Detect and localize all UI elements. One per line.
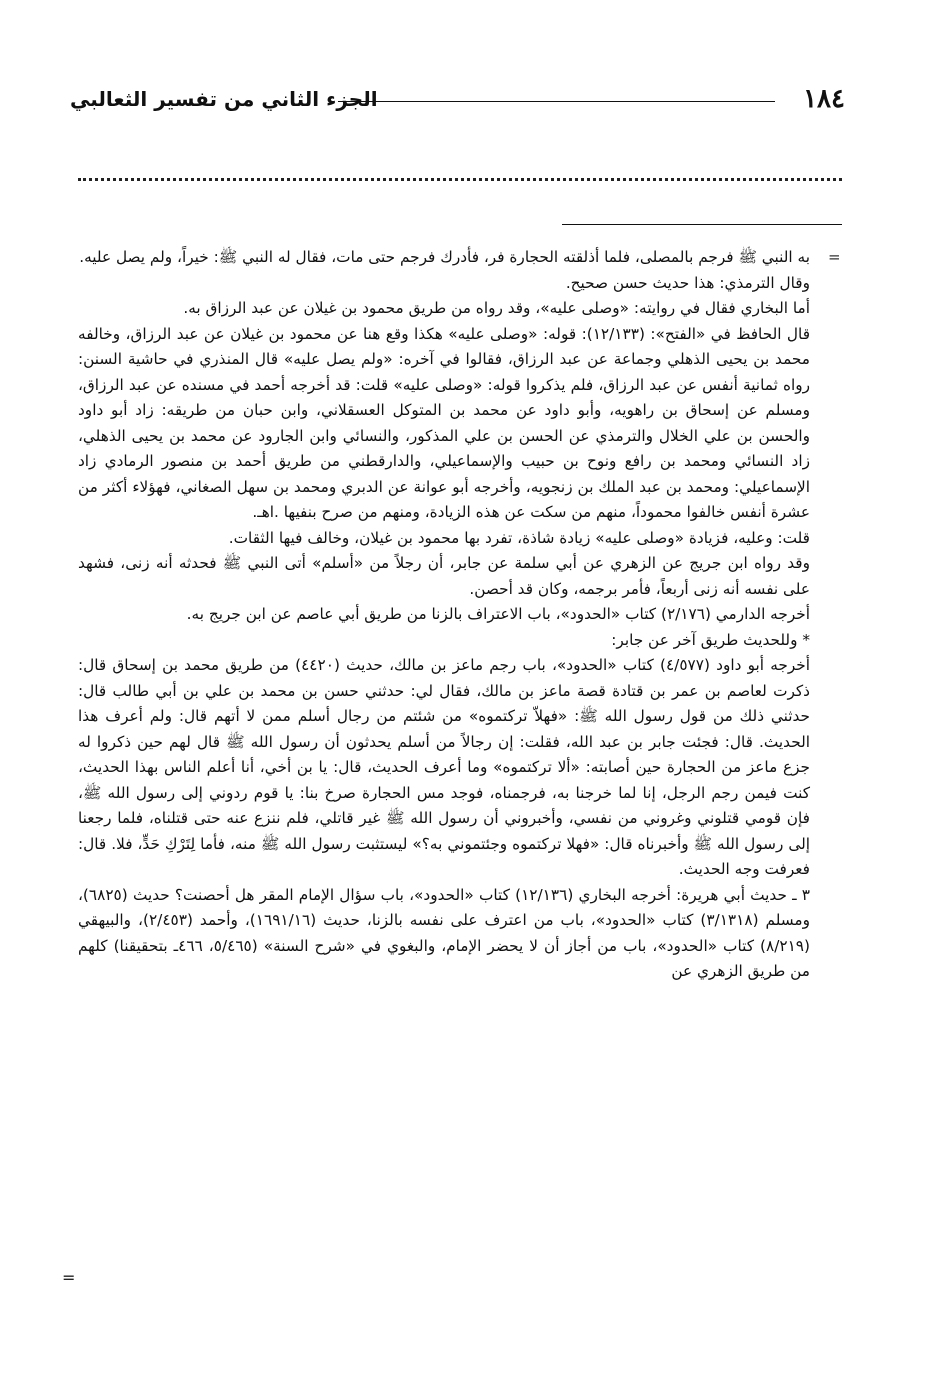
page-number: ١٨٤	[803, 84, 845, 114]
continuation-mark-top: =	[828, 248, 841, 266]
paragraph: * وللحديث طريق آخر عن جابر:	[611, 630, 810, 649]
dotted-separator	[78, 178, 842, 181]
running-title: الجزء الثاني من تفسير الثعالبي	[70, 87, 378, 111]
paragraph: قال الحافظ في «الفتح»: (١٢/١٣٣): قوله: «وصلى عليه» هكذا وقع هنا عن محمود بن غيلان عن عبد الرزاق، وخالفه محمد بن يحيى الذهلي وجماعة عن عبد الرزاق، فقالوا في آخره: «ولم يصل عليه» قال المنذري في حاشية السنن: رواه ثمانية أنفس عن عبد الرزاق، فلم يذكروا قوله: «وصلى عليه» قلت: قد أخرجه أحمد في مسنده عن عبد الرزاق، ومسلم عن إسحاق بن راهويه، وأبو داود عن محمد بن المتوكل العسقلاني، وابن حبان من طريقه: زاد أبو داود والحسن بن علي الخلال والترمذي عن الحسن بن علي المذكور، والنسائي وابن الجارود عن محمد بن يحيى الذهلي، زاد النسائي ومحمد بن رافع ونوح بن حبيب والإسماعيلي، والدارقطني من طريق أحمد بن منصور الرمادي زاد الإسماعيلي: ومحمد بن عبد الملك بن زنجويه، وأخرجه أبو عوانة عن الدبري ومحمد بن سهل الصغاني، فهؤلاء أكثر من عشرة أنفس خالفوا محموداً، منهم من سكت عن هذه الزيادة، ومنهم من صرح بنفيها .اهـ.	[78, 324, 810, 521]
footnote-text	[78, 245, 810, 985]
footnote-rule	[562, 224, 842, 225]
paragraph: ٣ ـ حديث أبي هريرة: أخرجه البخاري (١٢/١٣٦) كتاب «الحدود»، باب سؤال الإمام المقر هل أحصنت؟ حديث (٦٨٢٥)، ومسلم (٣/١٣١٨) كتاب «الحدود»، باب من اعترف على نفسه بالزنا، حديث (١٦٩١/١٦)، وأحمد (٢/٤٥٣)، والبيهقي (٨/٢١٩) كتاب «الحدود»، باب من أجاز أن لا يحضر الإمام، والبغوي في «شرح السنة» (٥/٤٦٥، ٤٦٦ـ بتحقيقنا) كلهم من طريق الزهري عن	[78, 885, 810, 980]
continuation-mark-bottom: =	[62, 1268, 76, 1287]
paragraph: وقال الترمذي: هذا حديث حسن صحيح.	[565, 273, 810, 292]
paragraph: أخرجه أبو داود (٤/٥٧٧) كتاب «الحدود»، باب رجم ماعز بن مالك، حديث (٤٤٢٠) من طريق محمد بن إسحاق قال: ذكرت لعاصم بن عمر بن قتادة قصة ماعز بن مالك، فقال لي: حدثني حسن بن محمد بن علي بن أبي طالب قال: حدثني ذلك من قول رسول الله ﷺ: «فهلاّ تركتموه» من شئتم من رجال أسلم ممن لا أتهم قال: ولم أعرف هذا الحديث. قال: فجئت جابر بن عبد الله، فقلت: إن رجالاً من أسلم يحدثون أن رسول الله ﷺ قال لهم حين ذكروا له جزع ماعز من الحجارة حين أصابته: «ألا تركتموه» وما أعرف الحديث، قال: يا بن أخي، أنا أعلم الناس بهذا الحديث، كنت فيمن رجم الرجل، إنا لما خرجنا به، فرجمناه، فوجد مس الحجارة صرخ بنا: يا قوم ردوني إلى رسول الله ﷺ، فإن قومي قتلوني وغروني من نفسي، وأخبروني أن رسول الله ﷺ غير قاتلي، فلم ننزع عنه حتى قتلناه، فلما رجعنا إلى رسول الله ﷺ وأخبرناه قال: «فهلا تركتموه وجئتموني به؟» ليستثبت رسول الله ﷺ منه، فأما لِتَرْكِ حَدٍّ، فلا. قال: فعرفت وجه الحديث.	[78, 656, 810, 878]
page-header	[70, 84, 845, 124]
paragraph: قلت: وعليه، فزيادة «وصلى عليه» زيادة شاذة، تفرد بها محمود بن غيلان، وخالف فيها الثقات.	[228, 528, 810, 547]
paragraph: أخرجه الدارمي (٢/١٧٦) كتاب «الحدود»، باب الاعتراف بالزنا من طريق أبي عاصم عن ابن جريج به.	[186, 605, 810, 623]
paragraph: وقد رواه ابن جريج عن الزهري عن أبي سلمة عن جابر، أن رجلاً من «أسلم» أتى النبي ﷺ فحدثه أنه زنى، فشهد على نفسه أنه زنى أربعاً، فأمر برجمه، وكان قد أحصن.	[78, 554, 810, 598]
paragraph: به النبي ﷺ فرجم بالمصلى، فلما أذلقته الحجارة فر، فأدرك فرجم حتى مات، فقال له النبي ﷺ: خيراً، ولم يصل عليه.	[79, 248, 810, 266]
header-rule	[338, 101, 775, 102]
paragraph: أما البخاري فقال في روايته: «وصلى عليه»، وقد رواه من طريق محمود بن غيلان عن عبد الرزاق به.	[183, 299, 810, 317]
